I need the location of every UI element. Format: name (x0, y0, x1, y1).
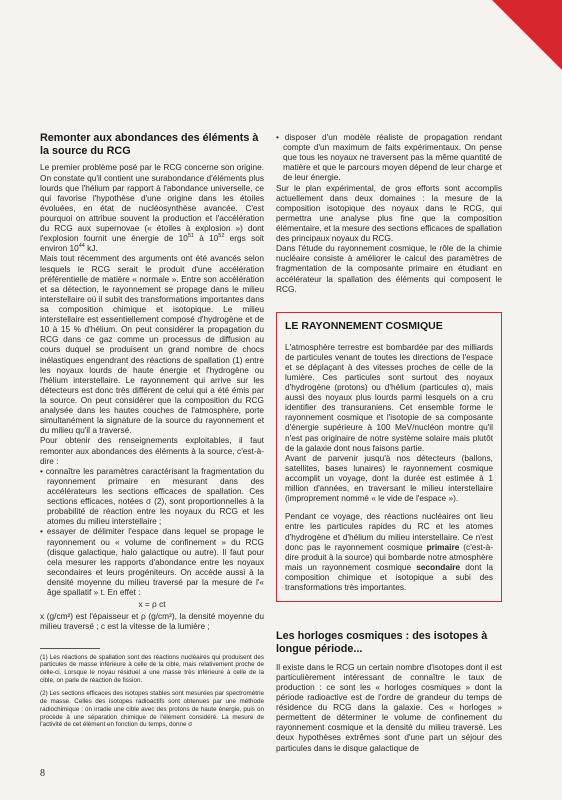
sidebar-box (276, 312, 502, 602)
page-number: 8 (40, 768, 45, 779)
left-column (40, 132, 264, 734)
section-title-clocks: Les horloges cosmiques : des isotopes à longue période... (276, 630, 488, 655)
footnote: (1) Les réactions de spallation sont des réactions nucléaires qui produisent des particules de masse inférieure à celle de la cible, mais relativement proche de celle-ci. Lorsque le noyau résiduel a une masse très inférieure à celle de la cible, on parle de réaction de fission. (40, 653, 264, 685)
paragraph: Pendant ce voyage, des réactions nucléaires ont lieu entre les particules rapides du RC et les atomes d'hydrogène et d'hélium du milieu interstellaire. Ce n'est donc pas le rayonnement cosmique primaire (c'est-à-dire produit à la source) qui bombarde notre atmosphère mais un rayonnement cosmique secondaire dont la composition chimique et isotopique a subi des transformations très importantes. (285, 511, 493, 593)
corner-accent-triangle (492, 0, 562, 70)
bullet-item: • disposer d'un modèle réaliste de propagation rendant compte d'un maximum de faits expérimentaux. On pense que tous les noyaux ne traversent pas la même quantité de matière et que le parcours moyen dépend de leur charge et de leur énergie. (276, 132, 502, 183)
paragraph: Dans l'étude du rayonnement cosmique, le rôle de la chimie nucléaire consiste à améliorer le calcul des paramètres de fragmentation de la composante primaire en étudiant en accélérateur la spallation des éléments qui composent le RCG. (276, 243, 502, 294)
paragraph: L'atmosphère terrestre est bombardée par des milliards de particules venant de toutes les directions de l'espace et se déplaçant à des vitesses proches de celle de la lumière. Ces particules sont surtout des noyaux d'hydrogène (protons) ou d'hélium (particules α), mais aussi des noyaux plus lourds parmi lesquels on a cru identifier des transuraniens. Cet ensemble forme le rayonnement cosmique et l'isotopie de sa composante d'énergie supérieure à 100 MeV/nucléon montre qu'il n'est pas originaire de notre système solaire mais plutôt de la galaxie dont nous faisons partie. (285, 341, 493, 453)
paragraph: x (g/cm²) est l'épaisseur et ρ (g/cm³), la densité moyenne du milieu traversé ; c est la vitesse de la lumière ; (40, 611, 264, 632)
paragraph: Le premier problème posé par le RCG concerne son origine. On constate qu'il contient une surabondance d'éléments plus lourds que l'hélium par rapport à l'abondance universelle, ce qui favorise l'hypothèse d'une origine dans les étoiles évoluées, en état de nucléosynthèse avancée. C'est pourquoi on attribue souvent la production et l'accélération du RCG aux supernovae (« étoiles à explosion ») dont l'explosion fournit une énergie de $10^{51}$ à $10^{52}$ ergs soit environ $10^{44}$ kJ. (40, 162, 264, 254)
paragraph: Avant de parvenir jusqu'à nos détecteurs (ballons, satellites, bases lunaires) le rayonnement cosmique accomplit un voyage, dont la durée est estimée à 1 million d'années, en traversant le milieu interstellaire (improprement nommé « le vide de l'espace »). (285, 452, 493, 504)
right-column (276, 132, 502, 753)
section-title-sources: Remonter aux abondances des éléments à la source du RCG (40, 132, 259, 157)
formula: x = ρ ct (138, 599, 166, 610)
paragraph: Pour obtenir des renseignements exploitables, il faut remonter aux abondances des éléments à la source, c'est-à-dire : (40, 435, 264, 466)
footnote: (2) Les sections efficaces des isotopes stables sont mesurées par spectrométrie de masse. Celles des isotopes radioactifs sont obtenues par une méthode radiochimique : on irradie une cible avec des protons de haute énergie, puis on procède à une séparation chimique de l'élément considéré. La mesure de l'activité de cet élément en fonction du temps, donne σ (40, 689, 264, 729)
paragraph: Mais tout récemment des arguments ont été avancés selon lesquels le RCG serait le produit d'une accélération préférentielle de matière « normale ». Entre son accélération et sa détection, le rayonnement se propage dans le milieu interstellaire où il subit des transformations importantes dans sa composition chimique et isotopique. Le milieu interstellaire est essentiellement composé d'hydrogène et de 10 à 15 % d'hélium. On peut considérer la propagation du RCG dans ce gaz comme un processus de diffusion au cours duquel se produisent un grand nombre de chocs inélastiques engendrant des réactions de spallation (1) entre les noyaux lourds de haute énergie et l'hydrogène ou l'hélium interstellaire. Le rayonnement qui arrive sur les détecteurs est donc très différent de celui qui a été émis par la source. On peut considérer que la composition du RCG analysée dans les hautes couches de l'atmosphère, porte simultanément la signature de la source du rayonnement et du milieu qu'il a traversé. (40, 253, 264, 436)
paragraph: Il existe dans le RCG un certain nombre d'isotopes dont il est particulièrement intéressant de connaître le taux de production : ce sont les « horloges cosmiques » dont la période radioactive est de l'ordre de grandeur du temps de résidence du RCG dans la galaxie. Ces « horloges » permettent de déterminer le volume de confinement du rayonnement cosmique et la densité du milieu traversé. Les deux hypothèses extrêmes sont d'une part un séjour des particules dans le disque galactique de (276, 661, 502, 753)
bullet-item: • essayer de délimiter l'espace dans lequel se propage le rayonnement ou « volume de confinement » du RCG (disque galactique, halo galactique ou autre). Il faut pour cela mesurer les rapports d'abondance entre les noyaux secondaires et leurs progéniteurs. On accède aussi à la densité moyenne du milieu traversé par la mesure de l'« âge spallatif » t. En effet : (40, 526, 264, 598)
footnote-divider (40, 648, 100, 649)
paragraph: Sur le plan expérimental, de gros efforts sont accomplis actuellement dans deux domaines : la mesure de la composition isotopique des noyaux dans le RCG, qui permettra une analyse plus fine que la composition élémentaire, et la mesure des sections efficaces de spallation des principaux noyaux du RCG. (276, 182, 502, 244)
bullet-item: • connaître les paramètres caractérisant la fragmentation du rayonnement primaire en mesurant dans des accélérateurs les sections efficaces de spallation. Ces sections efficaces, notées σ (2), sont proportionnelles à la probabilité de réaction entre les noyaux du RCG et les atomes du milieu interstellaire ; (40, 465, 264, 527)
box-title: LE RAYONNEMENT COSMIQUE (285, 319, 443, 332)
